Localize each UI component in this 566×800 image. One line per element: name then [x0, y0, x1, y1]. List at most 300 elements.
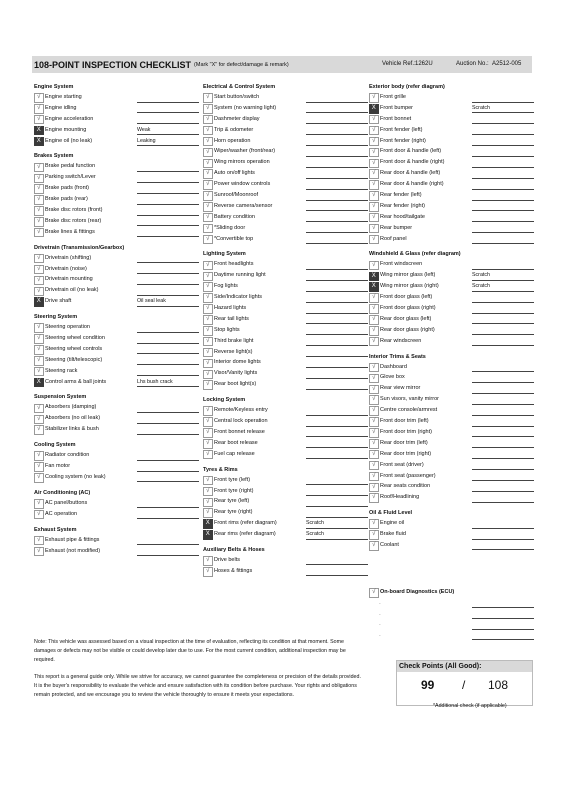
checklist-row: [34, 344, 124, 355]
check-mark-box[interactable]: √: [369, 115, 379, 125]
check-mark-box[interactable]: √: [203, 213, 213, 223]
remark-field[interactable]: Oil seal leak: [137, 296, 199, 307]
remark-field[interactable]: [137, 461, 199, 472]
checklist-row: [369, 103, 490, 114]
checklist-row: [369, 471, 461, 482]
remark-field[interactable]: [306, 92, 368, 103]
remark-field[interactable]: [137, 546, 199, 557]
remark-field[interactable]: [306, 357, 368, 368]
check-mark-box[interactable]: √: [203, 224, 213, 234]
remark-field[interactable]: [306, 555, 368, 566]
check-mark-box[interactable]: √: [203, 202, 213, 212]
check-mark-box[interactable]: √: [203, 450, 213, 460]
auction-no-label: Auction No.:: [456, 61, 489, 67]
checklist-row: [369, 292, 461, 303]
ecu-checkbox[interactable]: √: [369, 588, 379, 598]
remark-field[interactable]: [306, 405, 368, 416]
checklist-item-label: Wing mirror glass (left): [380, 272, 436, 279]
remark-field[interactable]: [472, 234, 534, 245]
check-mark-box[interactable]: √: [369, 385, 379, 395]
remark-field[interactable]: [306, 201, 368, 212]
remark-field[interactable]: [306, 325, 368, 336]
remark-field[interactable]: [137, 274, 199, 285]
check-mark-box[interactable]: √: [203, 348, 213, 358]
check-mark-box[interactable]: √: [369, 541, 379, 551]
remark-field[interactable]: [137, 285, 199, 296]
check-mark-box[interactable]: √: [369, 483, 379, 493]
check-mark-box[interactable]: √: [34, 367, 44, 377]
check-mark-box[interactable]: √: [369, 169, 379, 179]
remark-field[interactable]: [137, 103, 199, 114]
remark-field[interactable]: [472, 325, 534, 336]
check-mark-box[interactable]: √: [34, 195, 44, 205]
checklist-item-label: Rear rims (refer diagram): [214, 531, 276, 538]
remark-field[interactable]: [137, 172, 199, 183]
remark-field[interactable]: [306, 438, 368, 449]
checklist-row: [34, 461, 124, 472]
checklist-row: [34, 546, 124, 557]
checklist-item-label: Rear seats condition: [380, 483, 431, 490]
check-mark-box[interactable]: √: [369, 326, 379, 336]
check-mark-box[interactable]: X: [203, 519, 213, 529]
checklist-item-label: Fog lights: [214, 283, 238, 290]
remark-field[interactable]: [137, 424, 199, 435]
checklist-row: [34, 264, 124, 275]
checklist-row: [34, 366, 124, 377]
check-mark-box[interactable]: √: [369, 406, 379, 416]
remark-field[interactable]: [137, 509, 199, 520]
remark-field[interactable]: [306, 566, 368, 577]
column-left: [34, 83, 173, 556]
check-mark-box[interactable]: √: [203, 282, 213, 292]
section-title: Exhaust System: [34, 526, 77, 533]
checklist-row: [369, 114, 461, 125]
check-mark-box[interactable]: √: [369, 450, 379, 460]
check-mark-box[interactable]: √: [203, 380, 213, 390]
check-mark-box[interactable]: √: [369, 213, 379, 223]
check-mark-box[interactable]: √: [369, 224, 379, 234]
check-mark-box[interactable]: √: [34, 404, 44, 414]
check-mark-box[interactable]: √: [34, 174, 44, 184]
remark-field[interactable]: Scratch: [472, 281, 534, 292]
check-mark-box[interactable]: √: [34, 115, 44, 125]
checklist-item-label: Front door trim (left): [380, 418, 429, 425]
assessment-note: Note: This vehicle was assessed based on a visual inspection at the time of evaluation, reflecting its condition at that moment. Some damages or defects may not be visible or could develop later due to use. For the most current condition, additional inspection may be required.: [34, 639, 346, 663]
check-mark-box[interactable]: √: [369, 374, 379, 384]
check-mark-box[interactable]: √: [203, 567, 213, 577]
check-mark-box[interactable]: X: [34, 126, 44, 136]
section-title: Brakes System: [34, 153, 74, 160]
checklist-item-label: Glove box: [380, 374, 405, 381]
check-mark-box[interactable]: √: [34, 356, 44, 366]
check-mark-box[interactable]: √: [203, 235, 213, 245]
remark-field[interactable]: [472, 212, 534, 223]
check-mark-box[interactable]: √: [203, 417, 213, 427]
check-mark-box[interactable]: √: [203, 359, 213, 369]
check-mark-box[interactable]: √: [34, 536, 44, 546]
checklist-item-label: Control arms & ball joints: [45, 378, 107, 385]
check-mark-box[interactable]: √: [34, 265, 44, 275]
check-mark-box[interactable]: √: [369, 202, 379, 212]
checklist-item-label: Roof/Headlining: [380, 494, 420, 501]
remark-field[interactable]: [306, 314, 368, 325]
remark-field[interactable]: [472, 157, 534, 168]
check-mark-box[interactable]: √: [203, 556, 213, 566]
remark-field[interactable]: [306, 125, 368, 136]
check-mark-box[interactable]: √: [203, 261, 213, 271]
remark-field[interactable]: [306, 157, 368, 168]
checklist-row: [369, 270, 490, 281]
checklist-row: [34, 355, 124, 366]
remark-field[interactable]: [137, 264, 199, 275]
check-mark-box[interactable]: X: [369, 272, 379, 282]
remark-field[interactable]: [306, 223, 368, 234]
remark-field[interactable]: [137, 253, 199, 264]
check-mark-box[interactable]: √: [369, 126, 379, 136]
section-title: Steering System: [34, 314, 78, 321]
remark-field[interactable]: [137, 413, 199, 424]
checklist-row: [34, 377, 173, 388]
check-mark-box[interactable]: √: [369, 493, 379, 503]
check-mark-box[interactable]: √: [369, 363, 379, 373]
check-mark-box[interactable]: √: [369, 159, 379, 169]
section-title: Air Conditioning (AC): [34, 489, 91, 496]
check-mark-box[interactable]: √: [34, 93, 44, 103]
remark-field[interactable]: [306, 379, 368, 390]
remark-field[interactable]: [472, 336, 534, 347]
remark-field[interactable]: [472, 92, 534, 103]
checklist-item-label: Exhaust (not modified): [45, 547, 101, 554]
checklist-item-label: Remote/Keyless entry: [214, 407, 268, 414]
check-mark-box[interactable]: √: [34, 104, 44, 114]
checklist-item-label: Drive shaft: [45, 298, 72, 305]
remark-field[interactable]: [472, 125, 534, 136]
remark-field[interactable]: [306, 449, 368, 460]
checklist-item-label: Rear door & handle (left): [380, 170, 441, 177]
check-mark-box[interactable]: √: [203, 439, 213, 449]
check-mark-box[interactable]: √: [34, 163, 44, 173]
checklist-row: [203, 438, 275, 449]
remark-field[interactable]: [137, 161, 199, 172]
checklist-item-label: Rear door trim (left): [380, 439, 428, 446]
checklist-item-label: Front windscreen: [380, 261, 423, 268]
check-mark-box[interactable]: √: [369, 417, 379, 427]
remark-field[interactable]: [472, 190, 534, 201]
check-mark-box[interactable]: √: [203, 326, 213, 336]
checklist-item-label: Hazard lights: [214, 305, 247, 312]
remark-field[interactable]: [306, 259, 368, 270]
remark-field[interactable]: [472, 471, 534, 482]
remark-field[interactable]: [306, 234, 368, 245]
check-mark-box[interactable]: √: [369, 472, 379, 482]
remark-field[interactable]: [137, 227, 199, 238]
checklist-title: 108-POINT INSPECTION CHECKLIST: [34, 59, 192, 70]
remark-field[interactable]: [472, 449, 534, 460]
checklist-item-label: Visor/Vanity lights: [214, 370, 258, 377]
check-mark-box[interactable]: X: [369, 282, 379, 292]
check-mark-box[interactable]: √: [203, 508, 213, 518]
remark-field[interactable]: [137, 322, 199, 333]
check-mark-box[interactable]: √: [203, 428, 213, 438]
remark-field[interactable]: [472, 405, 534, 416]
check-mark-box[interactable]: √: [369, 461, 379, 471]
remark-field[interactable]: Scratch: [306, 529, 368, 540]
remark-field[interactable]: [137, 498, 199, 509]
checklist-row: [369, 157, 461, 168]
check-mark-box[interactable]: X: [34, 297, 44, 307]
remark-field[interactable]: [472, 427, 534, 438]
remark-field[interactable]: [306, 146, 368, 157]
check-mark-box[interactable]: √: [203, 498, 213, 508]
checklist-row: [34, 205, 124, 216]
remark-field[interactable]: [306, 114, 368, 125]
check-mark-box[interactable]: √: [203, 137, 213, 147]
checklist-item-label: Front fender (left): [380, 126, 423, 133]
remark-field[interactable]: [472, 259, 534, 270]
remark-field[interactable]: [306, 190, 368, 201]
remark-field[interactable]: [137, 216, 199, 227]
checklist-item-label: Rear tyre (left): [214, 498, 250, 505]
check-mark-box[interactable]: √: [203, 115, 213, 125]
section-title: Locking System: [203, 397, 246, 404]
check-mark-box[interactable]: √: [203, 180, 213, 190]
remark-field[interactable]: [472, 416, 534, 427]
check-mark-box[interactable]: √: [369, 439, 379, 449]
remark-field[interactable]: Scratch: [306, 518, 368, 529]
check-mark-box[interactable]: √: [203, 169, 213, 179]
check-mark-box[interactable]: √: [34, 228, 44, 238]
remark-field[interactable]: [137, 205, 199, 216]
remark-field[interactable]: [306, 475, 368, 486]
checklist-item-label: Rear fender (right): [380, 202, 425, 209]
checklist-item-label: Stop lights: [214, 326, 240, 333]
section-title: Cooling System: [34, 442, 76, 449]
check-mark-box[interactable]: √: [34, 510, 44, 520]
check-mark-box[interactable]: √: [34, 323, 44, 333]
check-mark-box[interactable]: √: [203, 191, 213, 201]
remark-field[interactable]: [137, 344, 199, 355]
check-mark-box[interactable]: √: [369, 191, 379, 201]
remark-field[interactable]: Lhs bush crack: [137, 377, 199, 388]
checklist-row: [203, 336, 275, 347]
check-mark-box[interactable]: √: [369, 137, 379, 147]
remark-field[interactable]: [137, 92, 199, 103]
remark-field[interactable]: [306, 281, 368, 292]
remark-field[interactable]: [472, 314, 534, 325]
check-mark-box[interactable]: √: [203, 476, 213, 486]
remark-field[interactable]: [137, 114, 199, 125]
remark-field[interactable]: [306, 507, 368, 518]
check-mark-box[interactable]: √: [203, 148, 213, 158]
remark-field[interactable]: [306, 486, 368, 497]
check-mark-box[interactable]: X: [34, 137, 44, 147]
remark-field[interactable]: [137, 333, 199, 344]
remark-field[interactable]: [306, 427, 368, 438]
remark-field[interactable]: [472, 394, 534, 405]
remark-field[interactable]: [472, 168, 534, 179]
remark-field[interactable]: [472, 292, 534, 303]
remark-field[interactable]: [306, 168, 368, 179]
checklist-row: [369, 460, 461, 471]
remark-field[interactable]: [472, 372, 534, 383]
remark-field[interactable]: [472, 460, 534, 471]
remark-field[interactable]: [472, 136, 534, 147]
check-mark-box[interactable]: √: [369, 315, 379, 325]
remark-field[interactable]: [472, 201, 534, 212]
check-mark-box[interactable]: √: [369, 395, 379, 405]
check-mark-box[interactable]: √: [34, 415, 44, 425]
remark-field[interactable]: [306, 270, 368, 281]
check-mark-box[interactable]: √: [369, 304, 379, 314]
checklist-row: [203, 507, 275, 518]
checklist-subtitle: (Mark "X" for defect/damage & remark): [194, 61, 289, 68]
check-mark-box[interactable]: X: [369, 104, 379, 114]
remark-field[interactable]: [137, 402, 199, 413]
check-mark-box[interactable]: √: [369, 180, 379, 190]
remark-field[interactable]: [472, 362, 534, 373]
remark-field[interactable]: [306, 496, 368, 507]
remark-field[interactable]: [306, 347, 368, 358]
remark-field[interactable]: [306, 368, 368, 379]
check-mark-box[interactable]: X: [34, 378, 44, 388]
check-mark-box[interactable]: √: [34, 451, 44, 461]
remark-field[interactable]: [472, 492, 534, 503]
checklist-row: [203, 566, 275, 577]
remark-field[interactable]: [472, 438, 534, 449]
check-mark-box[interactable]: √: [203, 487, 213, 497]
check-mark-box[interactable]: √: [34, 334, 44, 344]
remark-field[interactable]: [137, 450, 199, 461]
checklist-item-label: Steering wheel controls: [45, 345, 103, 352]
check-mark-box[interactable]: √: [203, 126, 213, 136]
check-mark-box[interactable]: √: [34, 287, 44, 297]
check-mark-box[interactable]: √: [34, 499, 44, 509]
remark-field[interactable]: [472, 540, 534, 551]
checklist-item-label: System (no warning light): [214, 104, 277, 111]
checklist-item-label: Steering (tilt/telescopic): [45, 356, 103, 363]
remark-field[interactable]: [472, 518, 534, 529]
checklist-row: [34, 92, 124, 103]
checklist-item-label: Engine starting: [45, 94, 82, 100]
checklist-row: [369, 303, 461, 314]
check-mark-box[interactable]: √: [203, 104, 213, 114]
checklist-item-label: Rear boot release: [214, 439, 258, 446]
checklist-item-label: Dashboard: [380, 363, 407, 370]
remark-field[interactable]: [306, 416, 368, 427]
checklist-row: [369, 449, 461, 460]
check-mark-box[interactable]: √: [203, 159, 213, 169]
checklist-item-label: Rear tyre (right): [214, 509, 253, 516]
checklist-item-label: Parking switch/Lever: [45, 174, 96, 181]
checklist-item-label: Drivetrain mounting: [45, 276, 93, 283]
check-mark-box[interactable]: √: [369, 293, 379, 303]
checklist-row: [34, 285, 124, 296]
remark-field[interactable]: [306, 212, 368, 223]
check-mark-box[interactable]: √: [34, 254, 44, 264]
checklist-row: [369, 281, 490, 292]
check-mark-box[interactable]: √: [34, 425, 44, 435]
section-title: Engine System: [34, 84, 74, 90]
check-mark-box[interactable]: √: [34, 276, 44, 286]
check-mark-box[interactable]: √: [369, 148, 379, 158]
remark-field[interactable]: [137, 183, 199, 194]
check-mark-box[interactable]: √: [369, 261, 379, 271]
section-title: Tyres & Rims: [203, 466, 238, 473]
checklist-item-label: Drivetrain (shifting): [45, 254, 92, 261]
checklist-item-label: Front door & handle (left): [380, 148, 442, 155]
checklist-row: [203, 223, 275, 234]
remark-field[interactable]: [306, 103, 368, 114]
remark-field[interactable]: [472, 114, 534, 125]
checklist-item-label: Front rims (refer diagram): [214, 520, 277, 527]
check-mark-box[interactable]: √: [203, 315, 213, 325]
check-mark-box[interactable]: √: [203, 304, 213, 314]
checklist-item-label: Reverse light(s): [214, 348, 253, 355]
section-title: Lighting System: [203, 251, 246, 258]
check-mark-box[interactable]: √: [203, 272, 213, 282]
check-mark-box[interactable]: √: [203, 337, 213, 347]
remark-field[interactable]: [472, 529, 534, 540]
remark-field[interactable]: [306, 179, 368, 190]
check-mark-box[interactable]: √: [34, 462, 44, 472]
check-mark-box[interactable]: √: [369, 337, 379, 347]
remark-field[interactable]: [472, 481, 534, 492]
check-mark-box[interactable]: √: [34, 217, 44, 227]
checklist-row: [203, 136, 275, 147]
remark-field[interactable]: [137, 472, 199, 483]
remark-field[interactable]: [472, 223, 534, 234]
remark-field[interactable]: [137, 366, 199, 377]
check-mark-box[interactable]: √: [203, 370, 213, 380]
check-mark-box[interactable]: √: [369, 235, 379, 245]
check-mark-box[interactable]: √: [369, 530, 379, 540]
check-mark-box[interactable]: √: [203, 93, 213, 103]
remark-field[interactable]: Leaking: [137, 136, 199, 147]
check-mark-box[interactable]: √: [369, 93, 379, 103]
check-mark-box[interactable]: √: [34, 184, 44, 194]
check-mark-box[interactable]: √: [369, 428, 379, 438]
remark-field[interactable]: [472, 383, 534, 394]
checklist-item-label: Front headlights: [214, 261, 254, 268]
checklist-row: [203, 281, 275, 292]
check-mark-box[interactable]: √: [203, 406, 213, 416]
checklist-item-label: Engine idling: [45, 104, 77, 111]
remark-field[interactable]: [306, 336, 368, 347]
remark-field[interactable]: [306, 303, 368, 314]
check-mark-box[interactable]: √: [34, 547, 44, 557]
check-mark-box[interactable]: √: [34, 345, 44, 355]
remark-field[interactable]: [472, 146, 534, 157]
check-mark-box[interactable]: √: [34, 473, 44, 483]
remark-field[interactable]: [306, 292, 368, 303]
check-mark-box[interactable]: √: [203, 293, 213, 303]
remark-field[interactable]: Scratch: [472, 270, 534, 281]
remark-field[interactable]: Weak: [137, 125, 199, 136]
remark-field[interactable]: [472, 179, 534, 190]
checklist-item-label: Front seat (driver): [380, 461, 424, 468]
check-mark-box[interactable]: √: [369, 519, 379, 529]
remark-field[interactable]: [472, 303, 534, 314]
remark-field[interactable]: [306, 136, 368, 147]
remark-field[interactable]: [137, 194, 199, 205]
remark-field[interactable]: [137, 535, 199, 546]
check-mark-box[interactable]: X: [203, 530, 213, 540]
remark-field[interactable]: Scratch: [472, 103, 534, 114]
section-title: Windshield & Glass (refer diagram): [369, 251, 461, 258]
checklist-row: [203, 303, 275, 314]
check-mark-box[interactable]: √: [34, 206, 44, 216]
remark-field[interactable]: [137, 355, 199, 366]
